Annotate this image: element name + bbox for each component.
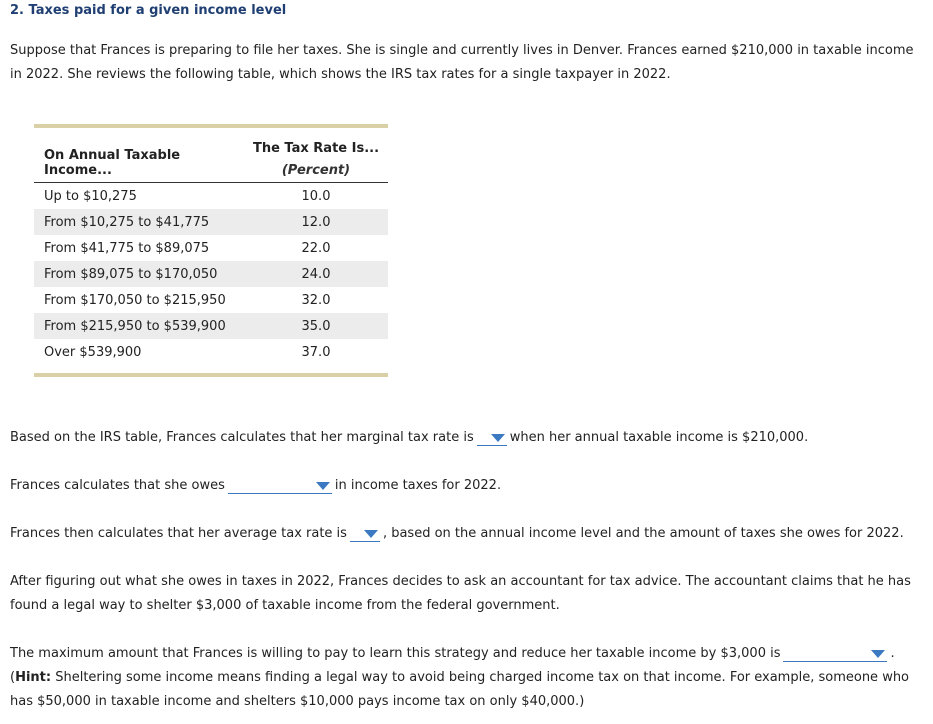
q4-hint-text: Sheltering some income means finding a legal way to avoid being charged income tax on that income. For example, someone who has $50,000 in taxable income and shelters $10,000 pays income tax on only $40,000.): [10, 670, 910, 709]
table-row: [34, 287, 388, 313]
taxes-owed-dropdown[interactable]: [228, 478, 332, 494]
question-average-rate: [10, 522, 904, 546]
header-rate-line1: The Tax Rate Is...: [252, 141, 380, 156]
table-row: [34, 313, 388, 339]
chevron-down-icon: [364, 530, 378, 538]
table-bottom-rule: [34, 373, 388, 377]
row-rate: 24.0: [301, 266, 331, 282]
accountant-paragraph: After figuring out what she owes in taxes in 2022, Frances decides to ask an accountant for tax advice. The accountant claims that he has found a legal way to shelter $3,000 of taxable income from the federal government.: [10, 574, 911, 613]
marginal-rate-dropdown[interactable]: [477, 430, 507, 446]
intro-paragraph: Suppose that Frances is preparing to file her taxes. She is single and currently lives in Denver. Frances earned $210,000 in taxable income in 2022. She reviews the following table, which shows the IRS tax rates for a single taxpayer in 2022.: [10, 43, 914, 82]
table-row: [34, 183, 388, 209]
chevron-down-icon: [871, 650, 885, 658]
row-income: Up to $10,275: [44, 188, 137, 204]
q2-text-after: in income taxes for 2022.: [334, 478, 502, 493]
row-income: From $170,050 to $215,950: [44, 292, 226, 308]
q3-text-before: Frances then calculates that her average tax rate is: [10, 526, 347, 541]
chevron-down-icon: [491, 434, 505, 442]
tax-rate-table: [34, 124, 388, 377]
average-rate-dropdown[interactable]: [350, 526, 380, 542]
question-max-payment: [10, 642, 915, 714]
max-payment-dropdown[interactable]: [783, 646, 887, 662]
table-header: [34, 128, 388, 183]
question-marginal-rate: [10, 426, 808, 450]
row-rate: 10.0: [301, 188, 331, 204]
q4-text-before: The maximum amount that Frances is willing to pay to learn this strategy and reduce her taxable income by $3,000 is: [10, 646, 781, 661]
q4-hint-prefix: . (: [10, 646, 895, 685]
q4-hint-label: Hint:: [15, 670, 52, 685]
row-rate: 12.0: [301, 214, 331, 230]
row-income: From $89,075 to $170,050: [44, 266, 218, 282]
row-income: From $41,775 to $89,075: [44, 240, 210, 256]
q1-text-before: Based on the IRS table, Frances calculates that her marginal tax rate is: [10, 430, 474, 445]
section-heading: 2. Taxes paid for a given income level: [10, 3, 287, 18]
question-taxes-owed: [10, 474, 501, 498]
row-income: From $215,950 to $539,900: [44, 318, 226, 334]
row-rate: 22.0: [301, 240, 331, 256]
row-rate: 32.0: [301, 292, 331, 308]
row-income: Over $539,900: [44, 344, 142, 360]
header-rate-line2: (Percent): [281, 163, 351, 178]
q2-text-before: Frances calculates that she owes: [10, 478, 225, 493]
header-income: On Annual Taxable Income...: [44, 148, 181, 178]
table-row: [34, 339, 388, 365]
q1-text-after: when her annual taxable income is $210,000.: [509, 430, 809, 445]
table-row: [34, 261, 388, 287]
row-income: From $10,275 to $41,775: [44, 214, 210, 230]
table-row: [34, 235, 388, 261]
table-row: [34, 209, 388, 235]
row-rate: 35.0: [301, 318, 331, 334]
row-rate: 37.0: [301, 344, 331, 360]
q3-text-after: , based on the annual income level and the amount of taxes she owes for 2022.: [382, 526, 904, 541]
header-rate: [244, 128, 388, 182]
chevron-down-icon: [316, 482, 330, 490]
